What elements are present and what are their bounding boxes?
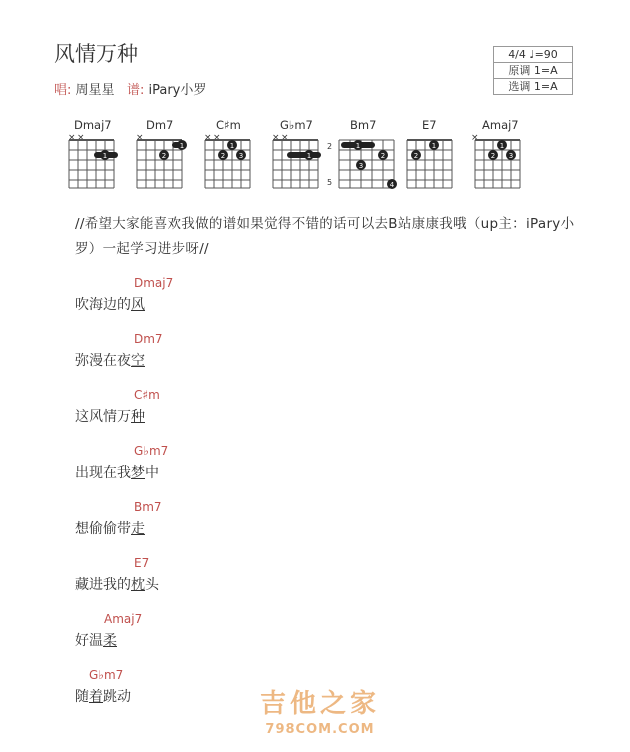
song-title: 风情万种 — [54, 42, 138, 66]
svg-text:1: 1 — [102, 152, 108, 160]
lyric-text: 这风情万种 — [75, 409, 145, 425]
svg-text:1: 1 — [355, 142, 361, 150]
svg-text:3: 3 — [358, 162, 364, 170]
chord-label: E7 — [134, 556, 150, 570]
lyric-text: 随着跳动 — [75, 689, 131, 705]
fretboard — [404, 132, 458, 204]
fret-start-label: 2 — [327, 142, 333, 151]
watermark-sub: 798COM.COM — [265, 722, 375, 737]
fretboard — [134, 132, 188, 204]
arranger-label: 谱: — [126, 83, 145, 98]
chord-name: Dm7 — [146, 118, 174, 132]
fretboard — [472, 132, 526, 204]
svg-text:×: × — [272, 133, 280, 143]
chord-name: Dmaj7 — [74, 118, 112, 132]
lyric-text: 弥漫在夜空 — [75, 353, 145, 369]
fretboard — [202, 132, 256, 204]
lyric-text: 藏进我的枕头 — [75, 577, 159, 593]
svg-text:3: 3 — [508, 152, 514, 160]
lyric-text: 想偷偷带走 — [75, 521, 145, 537]
watermark-main: 吉他之家 — [259, 689, 380, 719]
fretboard — [66, 132, 120, 204]
svg-text:2: 2 — [161, 152, 167, 160]
chord-name: E7 — [422, 118, 437, 132]
svg-text:×: × — [471, 133, 479, 143]
arranger-name: iPary小罗 — [148, 83, 207, 98]
chord-name: C♯m — [216, 118, 241, 132]
chord-label: G♭m7 — [89, 668, 124, 682]
fret-end-label: 5 — [327, 178, 333, 187]
original-key: 原调 1=A — [494, 63, 572, 79]
arranger-note: //希望大家能喜欢我做的谱如果觉得不错的话可以去B站康康我哦（up主：iPary小罗）一起学习进步呀// — [75, 216, 575, 257]
lyric-text: 吹海边的风 — [75, 297, 145, 313]
chord-label: Dm7 — [134, 332, 163, 346]
svg-text:×: × — [213, 133, 221, 143]
svg-text:×: × — [136, 133, 144, 143]
svg-text:2: 2 — [490, 152, 496, 160]
svg-text:1: 1 — [306, 152, 312, 160]
chord-label: Bm7 — [134, 500, 162, 514]
svg-text:2: 2 — [380, 152, 386, 160]
singer-label: 唱: — [54, 83, 72, 98]
svg-text:2: 2 — [413, 152, 419, 160]
fretboard — [336, 132, 400, 204]
site-watermark — [250, 683, 390, 737]
svg-text:1: 1 — [499, 142, 505, 150]
tempo: 4/4 ♩=90 — [494, 47, 572, 63]
singer-name: 周星星 — [75, 83, 115, 98]
svg-text:×: × — [68, 133, 76, 143]
svg-text:2: 2 — [220, 152, 226, 160]
svg-text:1: 1 — [229, 142, 235, 150]
key-info-box — [493, 46, 573, 95]
svg-text:×: × — [204, 133, 212, 143]
svg-text:4: 4 — [389, 181, 395, 189]
chord-name: Bm7 — [350, 118, 377, 132]
fretboard — [270, 132, 324, 204]
credits — [54, 79, 206, 98]
lyric-text: 出现在我梦中 — [75, 465, 159, 481]
svg-text:1: 1 — [179, 142, 185, 150]
chord-name: G♭m7 — [280, 118, 313, 132]
chord-label: Dmaj7 — [134, 276, 174, 290]
svg-text:×: × — [281, 133, 289, 143]
svg-text:3: 3 — [238, 152, 244, 160]
svg-text:1: 1 — [431, 142, 437, 150]
chord-name: Amaj7 — [482, 118, 519, 132]
chord-label: Amaj7 — [104, 612, 143, 626]
lyric-text: 好温柔 — [75, 633, 117, 649]
chord-label: C♯m — [134, 388, 160, 402]
chosen-key: 选调 1=A — [508, 80, 558, 93]
svg-text:×: × — [77, 133, 85, 143]
chord-label: G♭m7 — [134, 444, 169, 458]
